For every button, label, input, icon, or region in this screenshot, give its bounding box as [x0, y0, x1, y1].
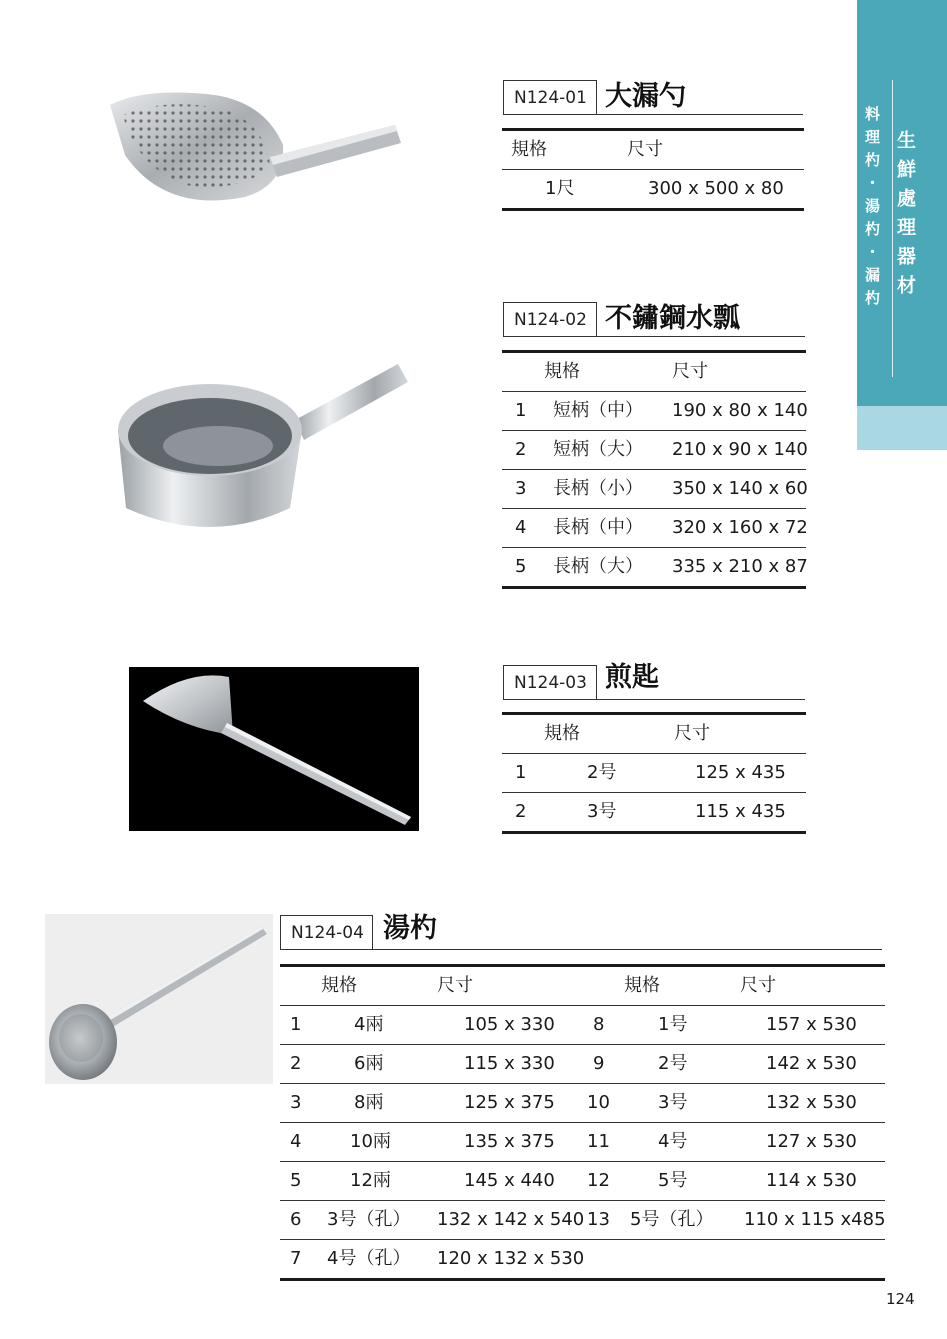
table-row: [502, 391, 806, 430]
cell-spec: 短柄（大）: [553, 439, 643, 460]
cell-no: 2: [290, 1053, 302, 1074]
spec-table: [502, 350, 806, 589]
cell-no: 3: [515, 478, 527, 499]
cell-spec: 長柄（中）: [553, 517, 643, 538]
table-header-row: [280, 967, 885, 1005]
cell-no: 2: [515, 801, 527, 822]
title-underline: [280, 949, 882, 950]
cell-size-2: 127 x 530: [766, 1131, 857, 1152]
cell-spec-2: 4号: [658, 1131, 688, 1152]
cell-spec: 8兩: [354, 1092, 384, 1113]
table-row: [280, 1161, 885, 1200]
header-size: 尺寸: [672, 361, 708, 382]
cell-spec: 4兩: [354, 1014, 384, 1035]
cell-size: 190 x 80 x 140: [672, 400, 808, 421]
cell-size: 320 x 160 x 72: [672, 517, 808, 538]
header-spec: 規格: [511, 139, 547, 160]
table-row: [502, 169, 804, 208]
product-title: 大漏勺: [605, 81, 686, 112]
table-row: [502, 430, 806, 469]
table-header-row: [502, 715, 806, 753]
cell-size: 210 x 90 x 140: [672, 439, 808, 460]
category-side-tab: [857, 0, 947, 450]
spec-table: [502, 712, 806, 834]
cell-no-2: 8: [593, 1014, 605, 1035]
cell-no-2: 10: [587, 1092, 610, 1113]
table-row: [502, 753, 806, 792]
table-row: [502, 547, 806, 586]
side-tab-category: 生鮮處理器材: [894, 130, 916, 304]
table-header-row: [502, 353, 806, 391]
cell-size: 105 x 330: [464, 1014, 555, 1035]
product-title: 湯杓: [383, 913, 437, 944]
cell-spec: 2号: [587, 762, 617, 783]
cell-size-2: 132 x 530: [766, 1092, 857, 1113]
cell-spec: 6兩: [354, 1053, 384, 1074]
cell-spec-2: 5号: [658, 1170, 688, 1191]
cell-no: 7: [290, 1248, 302, 1269]
cell-size: 300 x 500 x 80: [648, 178, 784, 199]
header-spec: 規格: [544, 361, 580, 382]
cell-spec: 長柄（小）: [553, 478, 643, 499]
title-underline: [503, 336, 805, 337]
table-row: [280, 1044, 885, 1083]
product-title: 不鏽鋼水瓢: [605, 303, 740, 334]
product-code: N124-01: [514, 88, 587, 108]
cell-no: 1: [290, 1014, 302, 1035]
cell-spec: 1尺: [545, 178, 575, 199]
header-size: 尺寸: [674, 723, 710, 744]
cell-size: 350 x 140 x 60: [672, 478, 808, 499]
header-size-2: 尺寸: [740, 975, 776, 996]
cell-no: 4: [515, 517, 527, 538]
cell-size: 135 x 375: [464, 1131, 555, 1152]
header-size: 尺寸: [627, 139, 663, 160]
cell-no: 1: [515, 400, 527, 421]
cell-spec: 3号（孔）: [327, 1209, 411, 1230]
title-underline: [503, 114, 803, 115]
cell-no: 6: [290, 1209, 302, 1230]
cell-spec-2: 2号: [658, 1053, 688, 1074]
product-code: N124-02: [514, 310, 587, 330]
product-code-box: [503, 80, 597, 114]
cell-no: 3: [290, 1092, 302, 1113]
product-photo-ladle: [45, 914, 273, 1084]
table-row: [502, 508, 806, 547]
header-spec-2: 規格: [624, 975, 660, 996]
product-code: N124-04: [291, 923, 364, 943]
cell-no-2: 9: [593, 1053, 605, 1074]
cell-spec: 長柄（大）: [553, 556, 643, 577]
cell-size: 132 x 142 x 540: [437, 1209, 585, 1230]
cell-size: 115 x 330: [464, 1053, 555, 1074]
cell-spec-2: 3号: [658, 1092, 688, 1113]
product-photo-water-dipper: [110, 358, 415, 543]
table-row: [280, 1200, 885, 1239]
cell-spec: 12兩: [350, 1170, 391, 1191]
cell-spec: 3号: [587, 801, 617, 822]
cell-no: 2: [515, 439, 527, 460]
product-code: N124-03: [514, 673, 587, 693]
cell-no-2: 13: [587, 1209, 610, 1230]
cell-no: 5: [290, 1170, 302, 1191]
cell-size: 120 x 132 x 530: [437, 1248, 585, 1269]
cell-size: 125 x 435: [695, 762, 786, 783]
product-code-box: [503, 665, 597, 699]
cell-size: 335 x 210 x 87: [672, 556, 808, 577]
product-code-box: [503, 302, 597, 336]
cell-spec: 4号（孔）: [327, 1248, 411, 1269]
header-spec: 規格: [544, 723, 580, 744]
cell-spec: 10兩: [350, 1131, 391, 1152]
cell-no-2: 12: [587, 1170, 610, 1191]
cell-size-2: 114 x 530: [766, 1170, 857, 1191]
product-title: 煎匙: [605, 662, 659, 693]
header-spec: 規格: [321, 975, 357, 996]
product-photo-spatula: [129, 667, 419, 831]
cell-no: 1: [515, 762, 527, 783]
cell-size-2: 157 x 530: [766, 1014, 857, 1035]
page-number: 124: [886, 1290, 915, 1308]
table-row: [280, 1083, 885, 1122]
table-row: [502, 792, 806, 831]
table-header-row: [502, 131, 804, 169]
cell-no-2: 11: [587, 1131, 610, 1152]
cell-no: 4: [290, 1131, 302, 1152]
cell-spec-2: 1号: [658, 1014, 688, 1035]
table-row: [502, 469, 806, 508]
table-row: [280, 1005, 885, 1044]
side-tab-accent: [857, 406, 947, 450]
spec-table: [502, 128, 804, 211]
cell-size: 145 x 440: [464, 1170, 555, 1191]
cell-size-2: 110 x 115 x485: [744, 1209, 886, 1230]
cell-size: 125 x 375: [464, 1092, 555, 1113]
cell-spec: 短柄（中）: [553, 400, 643, 421]
cell-no: 5: [515, 556, 527, 577]
spec-table: [280, 964, 885, 1281]
header-size: 尺寸: [437, 975, 473, 996]
side-tab-subcategory: 料理杓・湯杓・漏杓: [863, 106, 881, 313]
product-photo-skimmer: [105, 85, 405, 235]
table-row: [280, 1239, 885, 1278]
cell-spec-2: 5号（孔）: [630, 1209, 714, 1230]
table-row: [280, 1122, 885, 1161]
cell-size-2: 142 x 530: [766, 1053, 857, 1074]
cell-size: 115 x 435: [695, 801, 786, 822]
title-underline: [503, 699, 805, 700]
product-code-box: [280, 915, 373, 949]
